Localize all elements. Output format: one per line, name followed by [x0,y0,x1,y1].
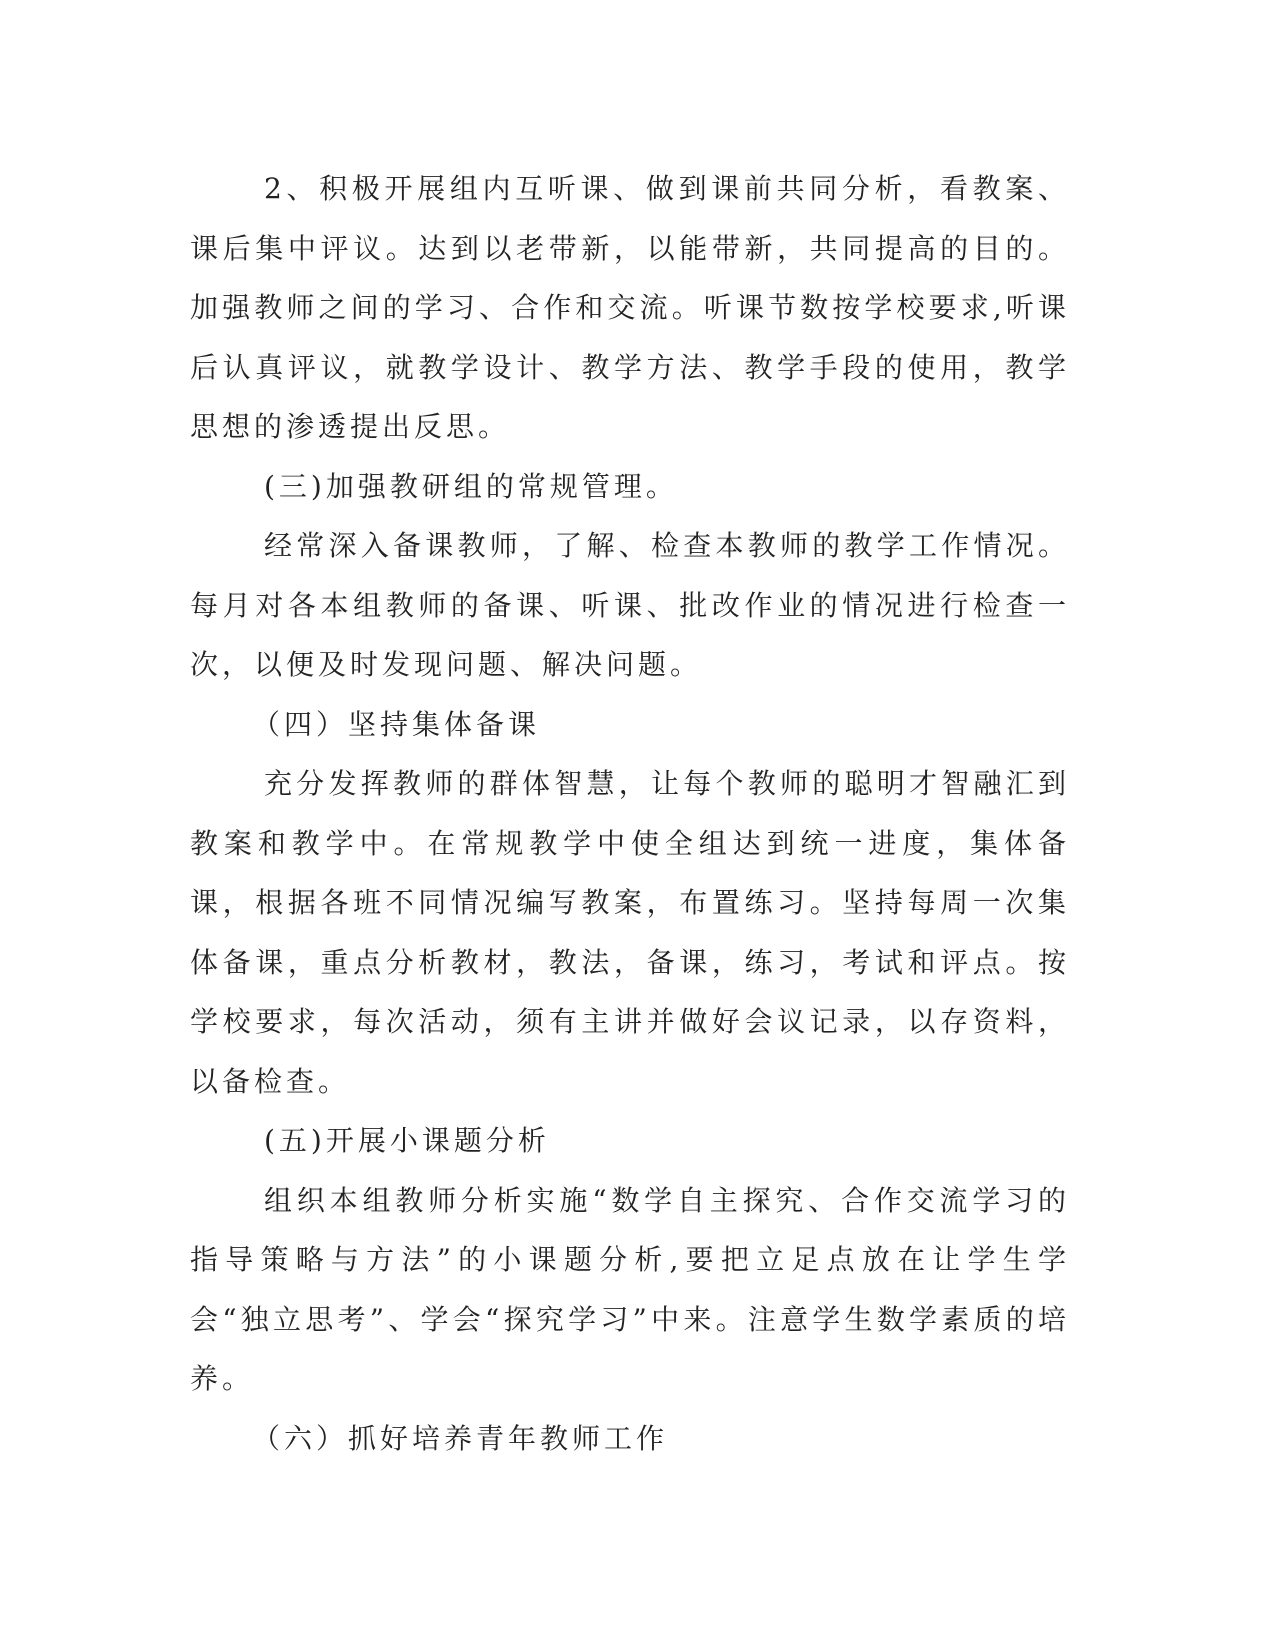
paragraph-small-topic-analysis: 组织本组教师分析实施“数学自主探究、合作交流学习的指导策略与方法”的小课题分析,要把立足点放在让学生学会“独立思考”、学会“探究学习”中来。注意学生数学素质的培养。 [190,1183,1070,1395]
paragraph-routine-management: 经常深入备课教师，了解、检查本教师的教学工作情况。每月对各本组教师的备课、听课、批改作业的情况进行检查一次，以便及时发现问题、解决问题。 [190,529,1070,681]
paragraph-peer-observation: 2、积极开展组内互听课、做到课前共同分析，看教案、课后集中评议。达到以老带新，以能带新，共同提高的目的。加强教师之间的学习、合作和交流。听课节数按学校要求,听课后认真评议，就教学设计、教学方法、教学手段的使用，教学思想的渗透提出反思。 [190,172,1070,443]
heading-young-teacher-training: （六）抓好培养青年教师工作 [252,1421,669,1455]
document-body [190,159,1070,1468]
heading-collective-lesson-prep: （四）坚持集体备课 [252,707,541,741]
heading-routine-management: (三)加强教研组的常规管理。 [264,469,678,503]
heading-small-topic-analysis: (五)开展小课题分析 [264,1124,550,1157]
paragraph-collective-lesson-prep: 充分发挥教师的群体智慧，让每个教师的聪明才智融汇到教案和教学中。在常规教学中使全组达到统一进度，集体备课，根据各班不同情况编写教案，布置练习。坚持每周一次集体备课，重点分析教材，教法，备课，练习，考试和评点。按学校要求，每次活动，须有主讲并做好会议记录，以存资料，以备检查。 [190,767,1070,1098]
